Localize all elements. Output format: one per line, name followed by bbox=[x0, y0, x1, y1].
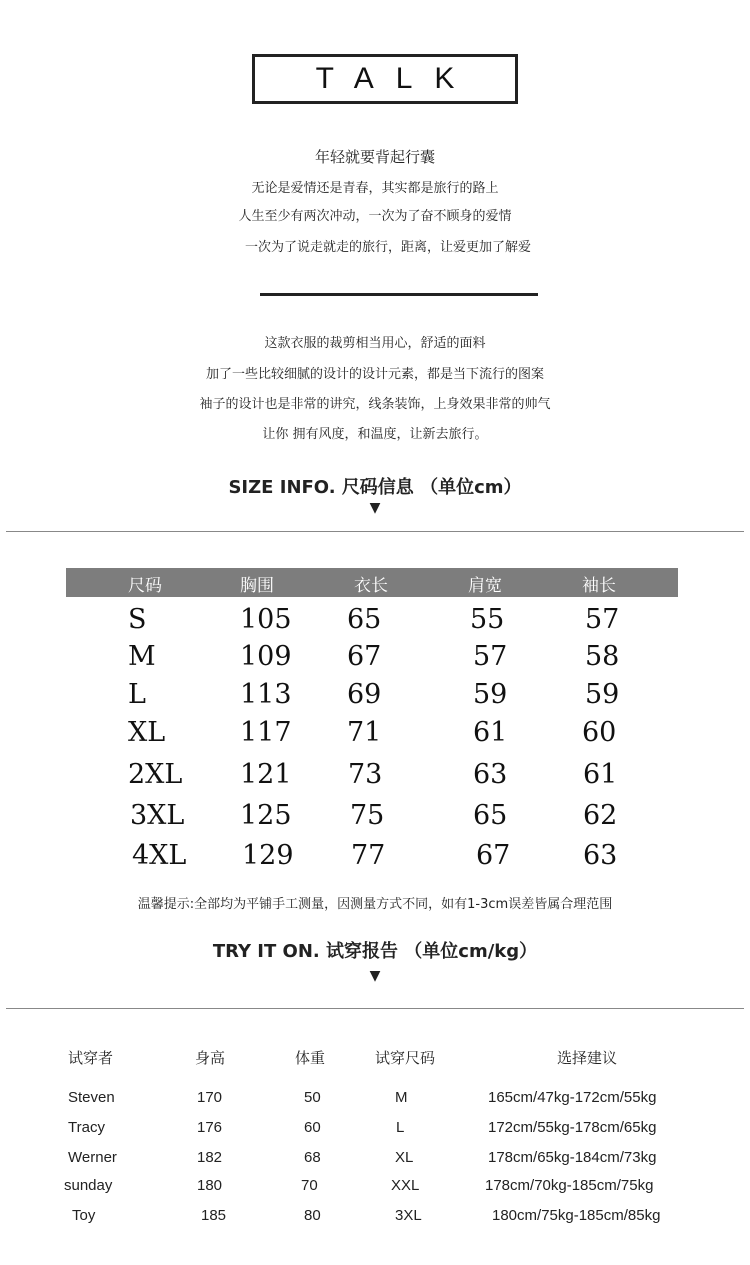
size-cell: L bbox=[128, 679, 146, 710]
weight-cell: 70 bbox=[301, 1177, 318, 1194]
length-cell: 71 bbox=[347, 717, 382, 748]
suggestion-cell: 180cm/75kg-185cm/85kg bbox=[492, 1207, 661, 1224]
down-arrow-icon: ▼ bbox=[369, 500, 381, 516]
height-cell: 176 bbox=[197, 1119, 223, 1136]
size-cell: 3XL bbox=[130, 800, 185, 831]
table-row bbox=[0, 717, 750, 755]
sleeve-cell: 59 bbox=[585, 679, 620, 710]
size-cell: S bbox=[128, 604, 147, 635]
size-cell: 3XL bbox=[395, 1207, 422, 1224]
tester-cell: sunday bbox=[64, 1177, 113, 1194]
size-cell: XXL bbox=[391, 1177, 420, 1194]
table-row bbox=[0, 679, 750, 717]
suggestion-cell: 165cm/47kg-172cm/55kg bbox=[488, 1089, 657, 1106]
table-row bbox=[0, 840, 750, 878]
table-row bbox=[0, 1207, 750, 1231]
sleeve-cell: 63 bbox=[583, 840, 618, 871]
divider bbox=[6, 531, 744, 532]
table-row bbox=[0, 641, 750, 679]
header-cell: 袖长 bbox=[582, 576, 616, 596]
header-cell: 体重 bbox=[295, 1049, 326, 1067]
weight-cell: 80 bbox=[304, 1207, 321, 1224]
size-cell: M bbox=[395, 1089, 408, 1106]
table-row bbox=[0, 1177, 750, 1201]
divider bbox=[6, 1008, 744, 1009]
table-row bbox=[0, 604, 750, 642]
header-cell: 试穿者 bbox=[68, 1049, 114, 1067]
length-cell: 73 bbox=[348, 759, 383, 790]
talk-title: TALK bbox=[315, 62, 477, 95]
height-cell: 182 bbox=[197, 1149, 223, 1166]
suggestion-cell: 178cm/65kg-184cm/73kg bbox=[488, 1149, 657, 1166]
table-row bbox=[0, 759, 750, 797]
shoulder-cell: 61 bbox=[473, 717, 508, 748]
chest-cell: 117 bbox=[240, 717, 292, 748]
suggestion-cell: 178cm/70kg-185cm/75kg bbox=[485, 1177, 654, 1194]
talk-title-box bbox=[252, 54, 518, 104]
height-cell: 185 bbox=[201, 1207, 227, 1224]
header-cell: 选择建议 bbox=[557, 1049, 618, 1067]
size-cell: XL bbox=[395, 1149, 414, 1166]
suggestion-cell: 172cm/55kg-178cm/65kg bbox=[488, 1119, 657, 1136]
size-table-header bbox=[66, 568, 678, 597]
description-line: 袖子的设计也是非常的讲究，线条装饰，上身效果非常的帅气 bbox=[199, 397, 551, 412]
length-cell: 77 bbox=[351, 840, 386, 871]
size-cell: M bbox=[128, 641, 156, 672]
size-cell: L bbox=[396, 1119, 405, 1136]
sleeve-cell: 61 bbox=[583, 759, 618, 790]
try-on-table-header bbox=[0, 1047, 750, 1071]
shoulder-cell: 65 bbox=[473, 800, 508, 831]
sleeve-cell: 58 bbox=[585, 641, 620, 672]
length-cell: 69 bbox=[347, 679, 382, 710]
poem-line: 一次为了说走就走的旅行，距离，让爱更加了解爱 bbox=[244, 240, 531, 255]
chest-cell: 129 bbox=[242, 840, 294, 871]
sleeve-cell: 60 bbox=[582, 717, 617, 748]
description-line: 加了一些比较细腻的设计的设计元素，都是当下流行的图案 bbox=[205, 367, 544, 382]
size-cell: XL bbox=[128, 717, 166, 748]
tester-cell: Tracy bbox=[68, 1119, 105, 1136]
shoulder-cell: 55 bbox=[470, 604, 505, 635]
header-cell: 衣长 bbox=[354, 576, 388, 596]
poem-line: 无论是爱情还是青春，其实都是旅行的路上 bbox=[251, 181, 499, 196]
tester-cell: Toy bbox=[72, 1207, 96, 1224]
shoulder-cell: 59 bbox=[473, 679, 508, 710]
length-cell: 65 bbox=[347, 604, 382, 635]
measurement-note: 温馨提示:全部均为平铺手工测量，因测量方式不同，如有1-3cm误差皆属合理范围 bbox=[137, 897, 613, 912]
tester-cell: Steven bbox=[68, 1089, 115, 1106]
header-cell: 尺码 bbox=[128, 576, 162, 596]
size-info-title: SIZE INFO. 尺码信息 （单位cm） bbox=[228, 477, 522, 498]
header-cell: 身高 bbox=[195, 1049, 226, 1067]
table-row bbox=[0, 1089, 750, 1113]
height-cell: 170 bbox=[197, 1089, 223, 1106]
weight-cell: 50 bbox=[304, 1089, 321, 1106]
down-arrow-icon: ▼ bbox=[369, 968, 381, 984]
chest-cell: 105 bbox=[240, 604, 292, 635]
header-cell: 试穿尺码 bbox=[375, 1049, 436, 1067]
chest-cell: 109 bbox=[240, 641, 292, 672]
weight-cell: 60 bbox=[304, 1119, 321, 1136]
shoulder-cell: 63 bbox=[473, 759, 508, 790]
sleeve-cell: 57 bbox=[585, 604, 620, 635]
sleeve-cell: 62 bbox=[583, 800, 618, 831]
description-line: 让你 拥有风度，和温度，让新去旅行。 bbox=[262, 427, 488, 442]
size-cell: 2XL bbox=[128, 759, 183, 790]
table-row bbox=[0, 1119, 750, 1143]
tester-cell: Werner bbox=[68, 1149, 117, 1166]
weight-cell: 68 bbox=[304, 1149, 321, 1166]
length-cell: 75 bbox=[350, 800, 385, 831]
table-row bbox=[0, 800, 750, 838]
shoulder-cell: 57 bbox=[473, 641, 508, 672]
poem-line: 人生至少有两次冲动，一次为了奋不顾身的爱情 bbox=[238, 209, 512, 224]
header-cell: 胸围 bbox=[240, 576, 274, 596]
height-cell: 180 bbox=[197, 1177, 223, 1194]
poem-heading: 年轻就要背起行囊 bbox=[314, 148, 435, 166]
shoulder-cell: 67 bbox=[476, 840, 511, 871]
table-row bbox=[0, 1149, 750, 1173]
length-cell: 67 bbox=[347, 641, 382, 672]
try-on-title: TRY IT ON. 试穿报告 （单位cm/kg） bbox=[212, 941, 538, 962]
size-cell: 4XL bbox=[132, 840, 187, 871]
divider bbox=[260, 293, 538, 296]
header-cell: 肩宽 bbox=[468, 576, 502, 596]
description-line: 这款衣服的裁剪相当用心，舒适的面料 bbox=[264, 336, 486, 351]
chest-cell: 125 bbox=[240, 800, 292, 831]
chest-cell: 121 bbox=[240, 759, 292, 790]
chest-cell: 113 bbox=[240, 679, 292, 710]
